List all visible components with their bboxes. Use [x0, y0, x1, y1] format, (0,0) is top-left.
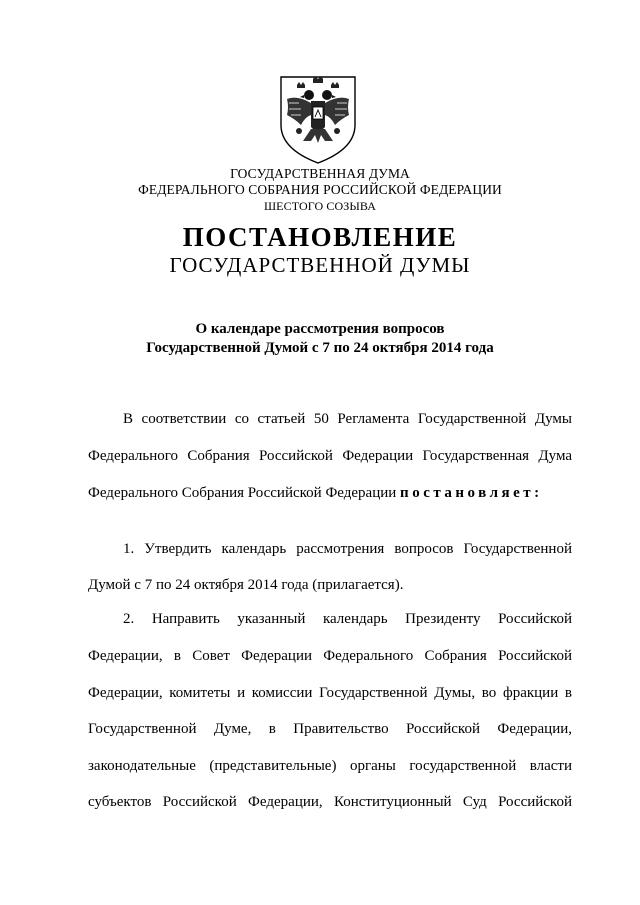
org-name-line2: ФЕДЕРАЛЬНОГО СОБРАНИЯ РОССИЙСКОЙ ФЕДЕРАЦИИ: [138, 182, 502, 197]
subject-line1: О календаре рассмотрения вопросов: [195, 321, 445, 337]
org-name-line1: ГОСУДАРСТВЕННАЯ ДУМА: [230, 166, 410, 181]
body-line: 1. Утвердить календарь рассмотрения вопросов Государственной: [123, 541, 572, 557]
document-title: ПОСТАНОВЛЕНИЕ: [182, 222, 458, 252]
body-line: [88, 483, 572, 503]
body-line: Федерации, комитеты и комиссии Государственной Думы, во фракции в: [88, 685, 572, 701]
body-line: 2. Направить указанный календарь Президенту Российской: [123, 611, 572, 627]
body-line: В соответствии со статьей 50 Регламента Государственной Думы: [123, 411, 572, 427]
coat-of-arms-emblem: [275, 73, 361, 165]
body-line: Думой с 7 по 24 октября 2014 года (прилагается).: [88, 577, 404, 593]
body-text: Федерального Собрания Российской Федерации: [88, 485, 397, 501]
body-line: Федерации, в Совет Федерации Федерального Собрания Российской: [88, 648, 572, 664]
decree-word: постановляет:: [400, 485, 543, 501]
convocation: ШЕСТОГО СОЗЫВА: [263, 199, 377, 213]
body-line: Федерального Собрания Российской Федерации Государственная Дума: [88, 448, 572, 464]
body-line: Государственной Думе, в Правительство Российской Федерации,: [88, 721, 572, 737]
body-line: законодательные (представительные) органы государственной власти: [88, 758, 572, 774]
subject-line2: Государственной Думой с 7 по 24 октября 2014 года: [146, 340, 494, 356]
document-subtitle: ГОСУДАРСТВЕННОЙ ДУМЫ: [169, 253, 471, 277]
body-line: субъектов Российской Федерации, Конституционный Суд Российской: [88, 794, 572, 810]
